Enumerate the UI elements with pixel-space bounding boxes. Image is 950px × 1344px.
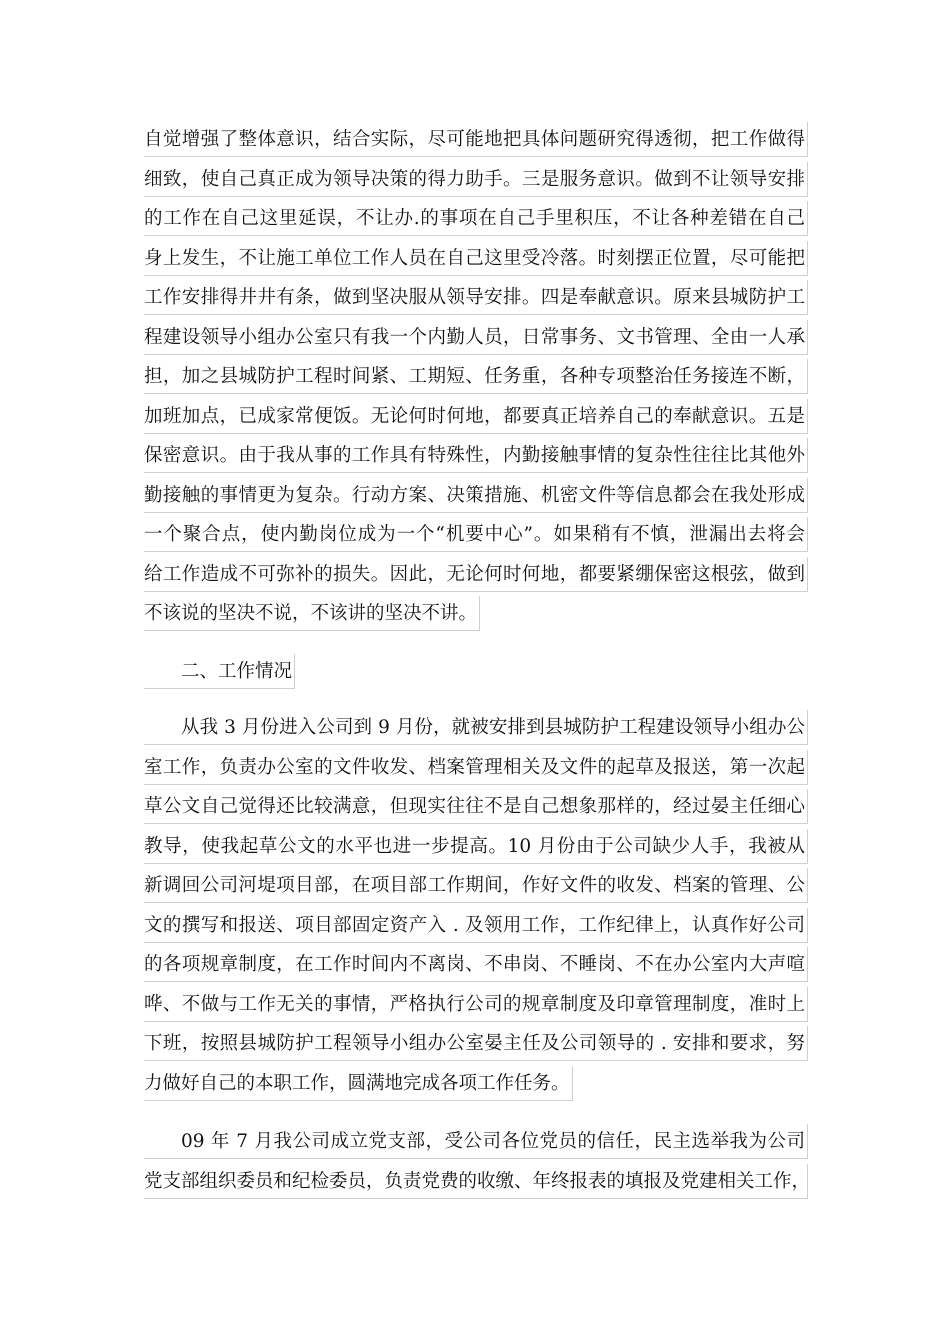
text-line: [144, 789, 808, 829]
text-line: [144, 122, 808, 162]
text-line-content: 教导，使我起草公文的水平也进一步提高。10 月份由于公司缺少人手，我被从: [144, 829, 808, 864]
text-line-content: 给工作造成不可弥补的损失。因此，无论何时何地，都要紧绷保密这根弦，做到: [144, 557, 808, 592]
text-line: [144, 517, 808, 557]
text-line-content: 党支部组织委员和纪检委员，负责党费的收缴、年终报表的填报及党建相关工作，: [144, 1164, 808, 1199]
text-line: [144, 280, 808, 320]
text-line: [144, 201, 808, 241]
text-line-content: 一个聚合点，使内勤岗位成为一个“机要中心”。如果稍有不慎，泄漏出去将会: [144, 517, 808, 552]
text-line-last: [144, 596, 808, 636]
heading-line: [144, 654, 808, 694]
text-line-content: 工作安排得井井有条，做到坚决服从领导安排。四是奉献意识。原来县城防护工: [144, 280, 808, 315]
text-line: [144, 478, 808, 518]
paragraph-party-branch: [144, 1124, 811, 1203]
text-line: [144, 750, 808, 790]
text-line-content: 细致，使自己真正成为领导决策的得力助手。三是服务意识。做到不让领导安排: [144, 162, 808, 197]
text-line-content: 自觉增强了整体意识，结合实际，尽可能地把具体问题研究得透彻，把工作做得: [144, 122, 808, 157]
text-line-content: 担，加之县城防护工程时间紧、工期短、任务重，各种专项整治任务接连不断，: [144, 359, 808, 394]
text-line-content: 草公文自己觉得还比较满意，但现实往往不是自己想象那样的，经过晏主任细心: [144, 789, 808, 824]
text-line-last: [144, 1066, 808, 1106]
text-line-content: 09 年 7 月我公司成立党支部，受公司各位党员的信任，民主选举我为公司: [144, 1124, 808, 1159]
text-line: [144, 241, 808, 281]
text-line-content: 勤接触的事情更为复杂。行动方案、决策措施、机密文件等信息都会在我处形成: [144, 478, 808, 513]
text-line-content: 室工作，负责办公室的文件收发、档案管理相关及文件的起草及报送，第一次起: [144, 750, 808, 785]
text-line: [144, 557, 808, 597]
text-line: [144, 987, 808, 1027]
text-line-content: 下班，按照县城防护工程领导小组办公室晏主任及公司领导的 . 安排和要求，努: [144, 1026, 808, 1061]
text-line-content: 力做好自己的本职工作，圆满地完成各项工作任务。: [144, 1066, 573, 1101]
text-line: [144, 320, 808, 360]
text-line-content: 文的撰写和报送、项目部固定资产入 . 及领用工作，工作纪律上，认真作好公司: [144, 908, 808, 943]
text-line-content: 身上发生，不让施工单位工作人员在自己这里受冷落。时刻摆正位置，尽可能把: [144, 241, 808, 276]
text-line-first: [144, 710, 808, 750]
text-line: [144, 868, 808, 908]
text-line-content: 哗、不做与工作无关的事情，严格执行公司的规章制度及印章管理制度，准时上: [144, 987, 808, 1022]
heading-text: 二、工作情况: [144, 654, 295, 689]
text-line: [144, 162, 808, 202]
text-line: [144, 908, 808, 948]
text-line-content: 的各项规章制度，在工作时间内不离岗、不串岗、不睡岗、不在办公室内大声喧: [144, 947, 808, 982]
text-line-content: 加班加点，已成家常便饭。无论何时何地，都要真正培养自己的奉献意识。五是: [144, 399, 808, 434]
text-line: [144, 359, 808, 399]
text-line-content: 从我 3 月份进入公司到 9 月份，就被安排到县城防护工程建设领导小组办公: [144, 710, 808, 745]
text-line: [144, 947, 808, 987]
text-line-content: 不该说的坚决不说，不该讲的坚决不讲。: [144, 596, 480, 631]
text-line: [144, 829, 808, 869]
paragraph-duties-awareness: [144, 122, 808, 636]
text-line-content: 程建设领导小组办公室只有我一个内勤人员，日常事务、文书管理、全由一人承: [144, 320, 808, 355]
text-line-first: [144, 1124, 808, 1164]
text-line: [144, 399, 808, 439]
text-line-content: 保密意识。由于我从事的工作具有特殊性，内勤接触事情的复杂性往往比其他外: [144, 438, 808, 473]
text-line: [144, 1164, 811, 1204]
paragraph-work-history: [144, 710, 808, 1105]
section-heading-work-situation: [144, 654, 808, 694]
text-line-content: 新调回公司河堤项目部，在项目部工作期间，作好文件的收发、档案的管理、公: [144, 868, 808, 903]
text-line: [144, 1026, 808, 1066]
text-line-content: 的工作在自己这里延误，不让办.的事项在自己手里积压，不让各种差错在自己: [144, 201, 808, 236]
text-line: [144, 438, 808, 478]
